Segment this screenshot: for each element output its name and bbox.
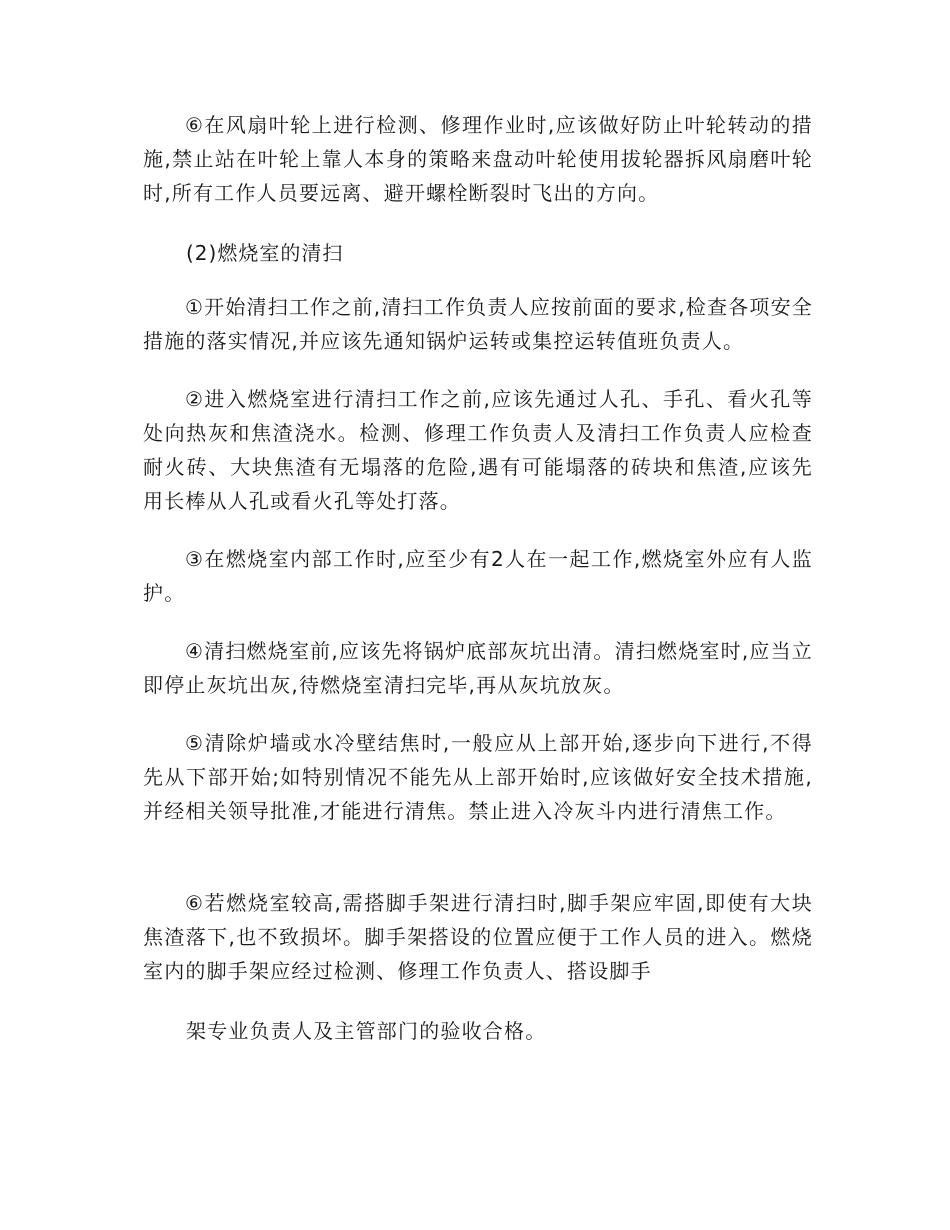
paragraph-item-5: ⑤清除炉墙或水冷壁结焦时,一般应从上部开始,逐步向下进行,不得先从下部开始;如特别情况不能先从上部开始时,应该做好安全技术措施,并经相关领导批准,才能进行清焦。禁止进入冷灰斗内进行清焦工作。 — [143, 731, 813, 823]
paragraph-continuation: 架专业负责人及主管部门的验收合格。 — [186, 1019, 547, 1043]
section-heading-combustion-chamber-cleaning: (2)燃烧室的清扫 — [186, 241, 344, 265]
paragraph-item-2: ②进入燃烧室进行清扫工作之前,应该先通过人孔、手孔、看火孔等处向热灰和焦渣浇水。检测、修理工作负责人及清扫工作负责人应检查耐火砖、大块焦渣有无塌落的危险,遇有可能塌落的砖块和焦渣,应该先用长棒从人孔或看火孔等处打落。 — [143, 387, 813, 513]
paragraph-item-4: ④清扫燃烧室前,应该先将锅炉底部灰坑出清。清扫燃烧室时,应当立即停止灰坑出灰,待燃烧室清扫完毕,再从灰坑放灰。 — [143, 639, 813, 697]
paragraph-item-6: ⑥若燃烧室较高,需搭脚手架进行清扫时,脚手架应牢固,即使有大块焦渣落下,也不致损坏。脚手架搭设的位置应便于工作人员的进入。燃烧室内的脚手架应经过检测、修理工作负责人、搭设脚手 — [143, 891, 813, 983]
paragraph-fan-impeller: ⑥在风扇叶轮上进行检测、修理作业时,应该做好防止叶轮转动的措施,禁止站在叶轮上靠人本身的策略来盘动叶轮使用拔轮器拆风扇磨叶轮时,所有工作人员要远离、避开螺栓断裂时飞出的方向。 — [143, 113, 813, 205]
paragraph-item-1: ①开始清扫工作之前,清扫工作负责人应按前面的要求,检查各项安全措施的落实情况,并应该先通知锅炉运转或集控运转值班负责人。 — [143, 295, 813, 353]
paragraph-item-3: ③在燃烧室内部工作时,应至少有2人在一起工作,燃烧室外应有人监护。 — [143, 547, 813, 605]
